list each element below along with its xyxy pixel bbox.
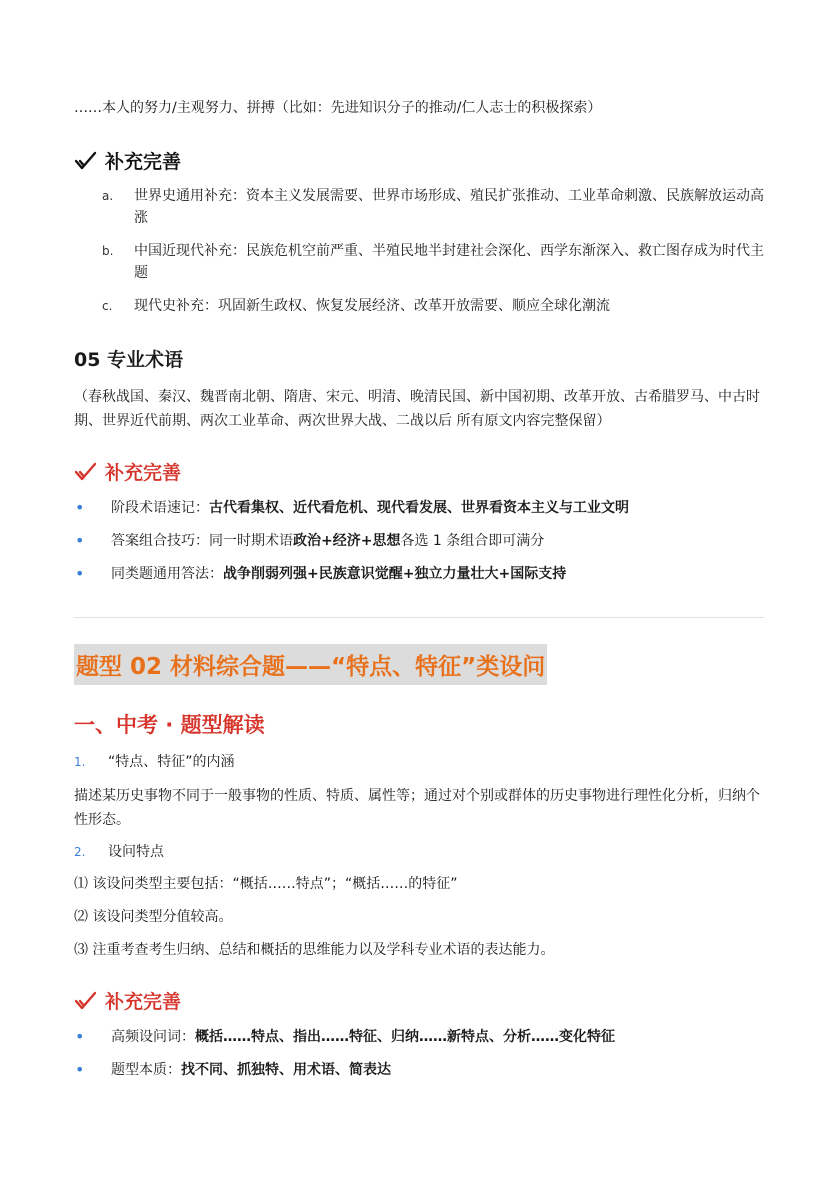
- point-2-item: ⑵ 该设问类型分值较高。: [74, 909, 233, 925]
- list-item: [74, 497, 764, 519]
- section-05-paragraph: （春秋战国、秦汉、魏晋南北朝、隋唐、宋元、明清、晚清民国、新中国初期、改革开放、古希腊罗马、中古时期、世界近代前期、两次工业革命、两次世界大战、二战以后 所有原文内容完整保留）: [74, 389, 760, 429]
- bullet-rest-text: 各选 1 条组合即可满分: [400, 533, 545, 549]
- section-05-heading: 05 专业术语: [74, 349, 184, 371]
- point-title: “特点、特征”的内涵: [108, 754, 235, 770]
- point-2-item: ⑴ 该设问类型主要包括：“概括……特点”；“概括……的特征”: [74, 876, 458, 892]
- supplement-bullets-2: [74, 497, 764, 596]
- bullet-text: 同类题通用答法：: [111, 566, 223, 582]
- bullet-bold-text: 概括……特点、指出……特征、归纳……新特点、分析……变化特征: [195, 1029, 615, 1045]
- point-number: 2.: [74, 845, 86, 859]
- supplement-bullets-3: [74, 1026, 764, 1092]
- bullet-icon: •: [75, 564, 85, 583]
- point-2-heading: [74, 841, 164, 863]
- list-marker: b.: [102, 244, 114, 258]
- supplement-heading-1-label: 补充完善: [105, 151, 182, 173]
- list-item: [74, 563, 764, 585]
- bullet-bold-text: 政治+经济+思想: [293, 533, 401, 549]
- list-text: 世界史通用补充：资本主义发展需要、世界市场形成、殖民扩张推动、工业革命刺激、民族解放运动高涨: [134, 188, 764, 226]
- point-number: 1.: [74, 755, 86, 769]
- question-type-banner: 题型 02 材料综合题——“特点、特征”类设问: [74, 644, 547, 685]
- supplement-list-1: [74, 185, 764, 328]
- section-1-heading: 一、中考 · 题型解读: [74, 713, 265, 737]
- list-item: [74, 530, 764, 552]
- supplement-heading-1: [74, 147, 181, 174]
- list-item: [74, 1059, 764, 1081]
- bullet-bold-text: 找不同、抓独特、用术语、简表达: [181, 1062, 391, 1078]
- point-1-body: 描述某历史事物不同于一般事物的性质、特质、属性等；通过对个别或群体的历史事物进行理性化分析，归纳个性形态。: [74, 788, 760, 828]
- bullet-text: 高频设问词：: [111, 1029, 195, 1045]
- intro-line: ……本人的努力/主观努力、拼搏（比如：先进知识分子的推动/仁人志士的积极探索）: [74, 100, 602, 116]
- point-title: 设问特点: [108, 844, 164, 860]
- bullet-bold-text: 古代看集权、近代看危机、现代看发展、世界看资本主义与工业文明: [209, 500, 629, 516]
- list-marker: a.: [102, 189, 114, 203]
- double-check-icon: [74, 461, 98, 483]
- supplement-heading-2-label: 补充完善: [105, 462, 182, 484]
- list-marker: c.: [102, 299, 113, 313]
- bullet-icon: •: [75, 531, 85, 550]
- list-item: [74, 295, 764, 317]
- bullet-bold-text: 战争削弱列强+民族意识觉醒+独立力量壮大+国际支持: [223, 566, 567, 582]
- double-check-icon: [74, 150, 98, 172]
- supplement-heading-2: [74, 458, 181, 485]
- section-divider: [74, 617, 764, 618]
- double-check-icon: [74, 990, 98, 1012]
- bullet-text: 答案组合技巧：同一时期术语: [111, 533, 293, 549]
- point-1-heading: [74, 751, 235, 773]
- supplement-heading-3-label: 补充完善: [105, 991, 182, 1013]
- bullet-text: 阶段术语速记：: [111, 500, 209, 516]
- supplement-heading-3: [74, 987, 181, 1014]
- bullet-text: 题型本质：: [111, 1062, 181, 1078]
- list-item: [74, 240, 764, 284]
- bullet-icon: •: [75, 498, 85, 517]
- point-2-item: ⑶ 注重考查考生归纳、总结和概括的思维能力以及学科专业术语的表达能力。: [74, 942, 555, 958]
- list-text: 现代史补充：巩固新生政权、恢复发展经济、改革开放需要、顺应全球化潮流: [134, 298, 610, 314]
- list-item: [74, 185, 764, 229]
- list-item: [74, 1026, 764, 1048]
- bullet-icon: •: [75, 1027, 85, 1046]
- bullet-icon: •: [75, 1060, 85, 1079]
- list-text: 中国近现代补充：民族危机空前严重、半殖民地半封建社会深化、西学东渐深入、救亡图存成为时代主题: [134, 243, 764, 281]
